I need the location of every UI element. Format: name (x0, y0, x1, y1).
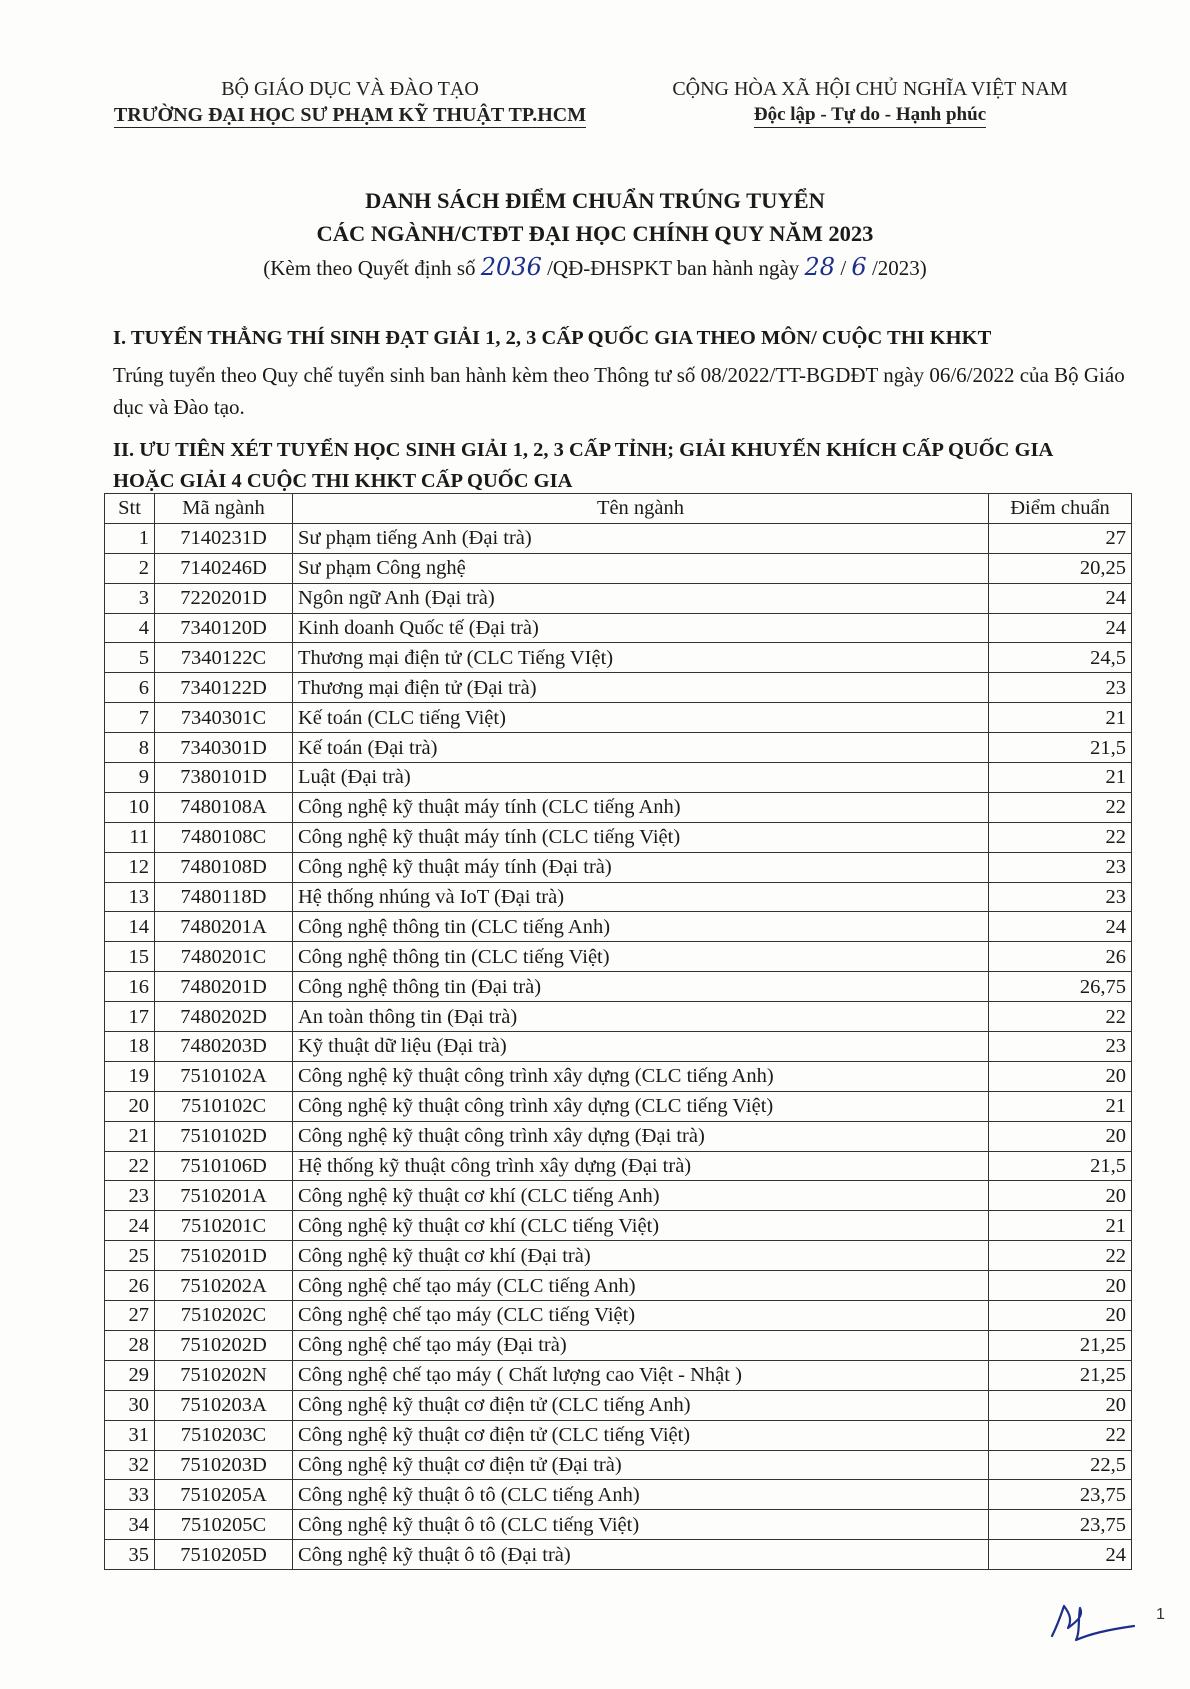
cell-cutoff-score: 21 (989, 1091, 1132, 1121)
cutoff-score-table (104, 493, 1132, 1570)
cell-cutoff-score: 21 (989, 703, 1132, 733)
cell-major-name: Công nghệ kỹ thuật cơ khí (CLC tiếng Việt) (293, 1211, 989, 1241)
cell-major-name: Hệ thống kỹ thuật công trình xây dựng (Đại trà) (293, 1151, 989, 1181)
cell-major-name: Công nghệ thông tin (Đại trà) (293, 972, 989, 1002)
cell-stt: 31 (105, 1420, 155, 1450)
cell-major-name: Kỹ thuật dữ liệu (Đại trà) (293, 1032, 989, 1062)
cell-major-code: 7510202N (155, 1360, 293, 1390)
table-row (105, 1510, 1132, 1540)
table-row (105, 1002, 1132, 1032)
cell-major-code: 7340301D (155, 733, 293, 763)
cell-cutoff-score: 23 (989, 852, 1132, 882)
table-row (105, 1450, 1132, 1480)
cell-major-name: Công nghệ chế tạo máy (Đại trà) (293, 1330, 989, 1360)
table-row (105, 972, 1132, 1002)
cell-stt: 16 (105, 972, 155, 1002)
table-row (105, 1151, 1132, 1181)
cell-major-name: Công nghệ kỹ thuật cơ điện tử (CLC tiếng Anh) (293, 1390, 989, 1420)
cell-stt: 3 (105, 583, 155, 613)
cell-major-code: 7480203D (155, 1032, 293, 1062)
cell-cutoff-score: 23,75 (989, 1480, 1132, 1510)
cell-stt: 10 (105, 792, 155, 822)
cell-stt: 2 (105, 553, 155, 583)
table-row (105, 822, 1132, 852)
cell-major-name: Công nghệ kỹ thuật máy tính (CLC tiếng Việt) (293, 822, 989, 852)
cell-major-name: Công nghệ kỹ thuật công trình xây dựng (Đại trà) (293, 1121, 989, 1151)
cell-major-code: 7510203C (155, 1420, 293, 1450)
cell-cutoff-score: 23 (989, 673, 1132, 703)
national-motto: Độc lập - Tự do - Hạnh phúc (754, 104, 986, 128)
table-row (105, 882, 1132, 912)
cell-cutoff-score: 23 (989, 1032, 1132, 1062)
cell-stt: 7 (105, 703, 155, 733)
cell-major-code: 7510205A (155, 1480, 293, 1510)
cell-major-name: Công nghệ kỹ thuật ô tô (Đại trà) (293, 1540, 989, 1570)
cell-stt: 22 (105, 1151, 155, 1181)
header-major-code: Mã ngành (155, 494, 293, 524)
header-stt: Stt (105, 494, 155, 524)
cell-stt: 27 (105, 1301, 155, 1331)
section-1-heading: I. TUYỂN THẲNG THÍ SINH ĐẠT GIẢI 1, 2, 3 CẤP QUỐC GIA THEO MÔN/ CUỘC THI KHKT (113, 327, 992, 349)
table-row (105, 1480, 1132, 1510)
table-row (105, 912, 1132, 942)
national-header (640, 76, 1100, 128)
cell-cutoff-score: 21,25 (989, 1330, 1132, 1360)
cell-major-name: Ngôn ngữ Anh (Đại trà) (293, 583, 989, 613)
table-row (105, 1540, 1132, 1570)
cell-stt: 9 (105, 763, 155, 793)
cell-major-name: Công nghệ chế tạo máy ( Chất lượng cao Việt - Nhật ) (293, 1360, 989, 1390)
cell-major-name: Sư phạm tiếng Anh (Đại trà) (293, 523, 989, 553)
table-row (105, 583, 1132, 613)
university-name: TRƯỜNG ĐẠI HỌC SƯ PHẠM KỸ THUẬT TP.HCM (113, 104, 587, 126)
header-cutoff-score: Điểm chuẩn (989, 494, 1132, 524)
cell-major-code: 7510102A (155, 1061, 293, 1091)
cell-stt: 8 (105, 733, 155, 763)
cell-stt: 13 (105, 882, 155, 912)
section-2-heading: II. ƯU TIÊN XÉT TUYỂN HỌC SINH GIẢI 1, 2, 3 CẤP TỈNH; GIẢI KHUYẾN KHÍCH CẤP QUỐC GIA HOẶC GIẢI 4 CUỘC THI KHKT CẤP QUỐC GIA (113, 439, 1054, 492)
decision-month-handwritten: 6 (851, 253, 867, 281)
cell-major-code: 7140231D (155, 523, 293, 553)
cell-major-code: 7340122D (155, 673, 293, 703)
signature-icon (1050, 1600, 1140, 1644)
table-row (105, 1091, 1132, 1121)
header-major-name: Tên ngành (293, 494, 989, 524)
table-row (105, 553, 1132, 583)
cell-major-code: 7140246D (155, 553, 293, 583)
ministry-header (80, 76, 620, 128)
cell-stt: 14 (105, 912, 155, 942)
decision-number-handwritten: 2036 (480, 253, 542, 281)
cell-stt: 1 (105, 523, 155, 553)
cell-stt: 25 (105, 1241, 155, 1271)
cell-major-code: 7510201D (155, 1241, 293, 1271)
cell-stt: 20 (105, 1091, 155, 1121)
cell-major-code: 7510203A (155, 1390, 293, 1420)
cell-major-name: Công nghệ kỹ thuật ô tô (CLC tiếng Anh) (293, 1480, 989, 1510)
cell-major-code: 7480108C (155, 822, 293, 852)
cell-stt: 12 (105, 852, 155, 882)
cell-stt: 35 (105, 1540, 155, 1570)
table-row (105, 1181, 1132, 1211)
cell-stt: 5 (105, 643, 155, 673)
cell-major-code: 7480108A (155, 792, 293, 822)
cell-stt: 30 (105, 1390, 155, 1420)
table-row (105, 1390, 1132, 1420)
table-row (105, 613, 1132, 643)
cell-stt: 32 (105, 1450, 155, 1480)
table-row (105, 1271, 1132, 1301)
page-number: 1 (1156, 1606, 1165, 1623)
cell-cutoff-score: 20 (989, 1181, 1132, 1211)
cell-major-name: Sư phạm Công nghệ (293, 553, 989, 583)
cell-cutoff-score: 24 (989, 912, 1132, 942)
cell-major-name: Công nghệ chế tạo máy (CLC tiếng Anh) (293, 1271, 989, 1301)
cell-major-code: 7510201C (155, 1211, 293, 1241)
cell-major-code: 7510102D (155, 1121, 293, 1151)
cell-major-code: 7510205D (155, 1540, 293, 1570)
cell-major-code: 7510106D (155, 1151, 293, 1181)
cell-cutoff-score: 24 (989, 583, 1132, 613)
cell-cutoff-score: 22,5 (989, 1450, 1132, 1480)
cell-major-name: An toàn thông tin (Đại trà) (293, 1002, 989, 1032)
cell-cutoff-score: 27 (989, 523, 1132, 553)
cell-major-code: 7340301C (155, 703, 293, 733)
document-title: DANH SÁCH ĐIỂM CHUẨN TRÚNG TUYỂN (365, 188, 825, 213)
table-row (105, 792, 1132, 822)
cell-stt: 18 (105, 1032, 155, 1062)
cell-stt: 21 (105, 1121, 155, 1151)
cell-major-name: Thương mại điện tử (Đại trà) (293, 673, 989, 703)
cell-cutoff-score: 24,5 (989, 643, 1132, 673)
cell-major-code: 7510102C (155, 1091, 293, 1121)
cell-stt: 19 (105, 1061, 155, 1091)
table-row (105, 1061, 1132, 1091)
cell-stt: 34 (105, 1510, 155, 1540)
cell-major-code: 7480202D (155, 1002, 293, 1032)
table-row (105, 942, 1132, 972)
cell-major-name: Công nghệ kỹ thuật công trình xây dựng (CLC tiếng Anh) (293, 1061, 989, 1091)
cell-major-name: Kế toán (CLC tiếng Việt) (293, 703, 989, 733)
cell-major-name: Công nghệ kỹ thuật máy tính (Đại trà) (293, 852, 989, 882)
table-row (105, 1420, 1132, 1450)
cell-stt: 23 (105, 1181, 155, 1211)
cell-major-name: Công nghệ kỹ thuật cơ khí (CLC tiếng Anh) (293, 1181, 989, 1211)
decision-reference: (Kèm theo Quyết định số 2036 /QĐ-ĐHSPKT ban hành ngày 28 / 6 /2023) (263, 253, 927, 281)
cell-major-code: 7510202A (155, 1271, 293, 1301)
cell-cutoff-score: 20 (989, 1271, 1132, 1301)
cell-major-name: Công nghệ kỹ thuật cơ khí (Đại trà) (293, 1241, 989, 1271)
cell-stt: 11 (105, 822, 155, 852)
cell-stt: 26 (105, 1271, 155, 1301)
ministry-name: BỘ GIÁO DỤC VÀ ĐÀO TẠO (221, 78, 479, 100)
cell-cutoff-score: 22 (989, 1002, 1132, 1032)
cell-major-name: Thương mại điện tử (CLC Tiếng VIệt) (293, 643, 989, 673)
cell-stt: 6 (105, 673, 155, 703)
cell-major-code: 7480201D (155, 972, 293, 1002)
cell-stt: 29 (105, 1360, 155, 1390)
table-row (105, 1360, 1132, 1390)
cell-major-code: 7340122C (155, 643, 293, 673)
cell-cutoff-score: 22 (989, 1241, 1132, 1271)
cell-major-name: Công nghệ kỹ thuật ô tô (CLC tiếng Việt) (293, 1510, 989, 1540)
section-1-text: Trúng tuyển theo Quy chế tuyển sinh ban hành kèm theo Thông tư số 08/2022/TT-BGDĐT ngày 06/6/2022 của Bộ Giáo dục và Đào tạo. (113, 363, 1125, 419)
cell-cutoff-score: 24 (989, 613, 1132, 643)
cell-stt: 15 (105, 942, 155, 972)
cell-cutoff-score: 23,75 (989, 1510, 1132, 1540)
cell-cutoff-score: 20,25 (989, 553, 1132, 583)
table-row (105, 1241, 1132, 1271)
cell-major-name: Công nghệ kỹ thuật công trình xây dựng (CLC tiếng Việt) (293, 1091, 989, 1121)
table-row (105, 763, 1132, 793)
cell-major-name: Hệ thống nhúng và IoT (Đại trà) (293, 882, 989, 912)
cell-major-code: 7510202D (155, 1330, 293, 1360)
cell-cutoff-score: 24 (989, 1540, 1132, 1570)
cell-cutoff-score: 20 (989, 1390, 1132, 1420)
cell-major-code: 7510201A (155, 1181, 293, 1211)
table-row (105, 1211, 1132, 1241)
cell-cutoff-score: 21,5 (989, 733, 1132, 763)
cell-major-name: Kinh doanh Quốc tế (Đại trà) (293, 613, 989, 643)
cell-major-code: 7220201D (155, 583, 293, 613)
cell-cutoff-score: 20 (989, 1061, 1132, 1091)
cell-cutoff-score: 22 (989, 792, 1132, 822)
cell-major-name: Công nghệ chế tạo máy (CLC tiếng Việt) (293, 1301, 989, 1331)
cell-major-code: 7340120D (155, 613, 293, 643)
cell-major-name: Luật (Đại trà) (293, 763, 989, 793)
cell-stt: 17 (105, 1002, 155, 1032)
cell-major-code: 7380101D (155, 763, 293, 793)
cell-cutoff-score: 21,5 (989, 1151, 1132, 1181)
cell-cutoff-score: 20 (989, 1121, 1132, 1151)
cell-major-name: Công nghệ kỹ thuật cơ điện tử (CLC tiếng Việt) (293, 1420, 989, 1450)
table-row (105, 1301, 1132, 1331)
decision-day-handwritten: 28 (804, 253, 836, 281)
table-header-row (105, 494, 1132, 524)
cell-cutoff-score: 26,75 (989, 972, 1132, 1002)
cell-major-name: Kế toán (Đại trà) (293, 733, 989, 763)
table-row (105, 643, 1132, 673)
cell-stt: 28 (105, 1330, 155, 1360)
cell-major-code: 7480201C (155, 942, 293, 972)
cell-cutoff-score: 26 (989, 942, 1132, 972)
cell-cutoff-score: 22 (989, 822, 1132, 852)
cell-cutoff-score: 21 (989, 1211, 1132, 1241)
cell-stt: 24 (105, 1211, 155, 1241)
cell-major-code: 7510202C (155, 1301, 293, 1331)
national-name: CỘNG HÒA XÃ HỘI CHỦ NGHĨA VIỆT NAM (672, 78, 1068, 100)
table-row (105, 703, 1132, 733)
cell-cutoff-score: 22 (989, 1420, 1132, 1450)
table-row (105, 1330, 1132, 1360)
table-row (105, 523, 1132, 553)
table-row (105, 673, 1132, 703)
cell-major-name: Công nghệ thông tin (CLC tiếng Việt) (293, 942, 989, 972)
cell-cutoff-score: 23 (989, 882, 1132, 912)
cell-major-name: Công nghệ kỹ thuật máy tính (CLC tiếng Anh) (293, 792, 989, 822)
cell-major-code: 7480108D (155, 852, 293, 882)
cell-major-code: 7510203D (155, 1450, 293, 1480)
cell-cutoff-score: 21 (989, 763, 1132, 793)
cell-major-code: 7510205C (155, 1510, 293, 1540)
cell-cutoff-score: 20 (989, 1301, 1132, 1331)
table-row (105, 1032, 1132, 1062)
cell-major-name: Công nghệ thông tin (CLC tiếng Anh) (293, 912, 989, 942)
table-row (105, 1121, 1132, 1151)
cell-major-code: 7480201A (155, 912, 293, 942)
cell-stt: 33 (105, 1480, 155, 1510)
table-row (105, 852, 1132, 882)
cell-cutoff-score: 21,25 (989, 1360, 1132, 1390)
table-row (105, 733, 1132, 763)
document-subtitle: CÁC NGÀNH/CTĐT ĐẠI HỌC CHÍNH QUY NĂM 2023 (316, 221, 874, 246)
cell-major-name: Công nghệ kỹ thuật cơ điện tử (Đại trà) (293, 1450, 989, 1480)
cell-major-code: 7480118D (155, 882, 293, 912)
cell-stt: 4 (105, 613, 155, 643)
